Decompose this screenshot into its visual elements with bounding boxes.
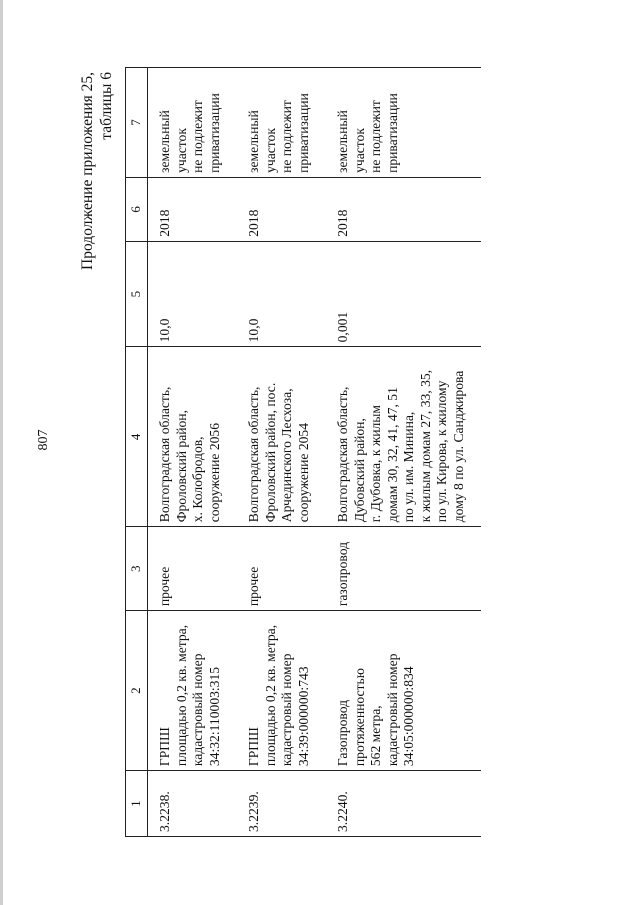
header-row bbox=[126, 68, 148, 837]
object-area: 10,0 bbox=[148, 241, 238, 347]
object-location: Волгоградская область, Дубовский район, г. Дубовка, к жилым домам 30, 32, 41, 47, 51 по ул. им. Минина, к жилым домам 27, 33, 35, по ул. Кирова, к жилому дому 8 по ул. Санджирова bbox=[326, 347, 481, 527]
object-year: 2018 bbox=[148, 177, 238, 241]
object-status: земельный участок не подлежит приватизации bbox=[326, 68, 481, 178]
table-row bbox=[148, 68, 238, 837]
object-year: 2018 bbox=[237, 177, 326, 241]
object-name: ГРПШ площадью 0,2 кв. метра, кадастровый номер 34:32:110003:315 bbox=[148, 611, 238, 771]
object-type: прочее bbox=[237, 527, 326, 611]
object-year: 2018 bbox=[326, 177, 481, 241]
object-name: Газопровод протяженностью 562 метра, кадастровый номер 34:05:000000:834 bbox=[326, 611, 481, 771]
caption-line-2: таблицы 6 bbox=[98, 72, 115, 140]
table-row bbox=[237, 68, 326, 837]
header-col-2: 2 bbox=[126, 611, 148, 771]
object-location: Волгоградская область, Фроловский район, пос. Арчединского Лесхоза, сооружение 2054 bbox=[237, 347, 326, 527]
property-table bbox=[125, 67, 481, 837]
header-col-3: 3 bbox=[126, 527, 148, 611]
header-col-6: 6 bbox=[126, 177, 148, 241]
header-col-5: 5 bbox=[126, 241, 148, 347]
header-col-7: 7 bbox=[126, 68, 148, 178]
header-col-4: 4 bbox=[126, 347, 148, 527]
table-row bbox=[326, 68, 481, 837]
caption-line-1: Продолжение приложения 25, bbox=[79, 72, 96, 270]
object-location: Волгоградская область, Фроловский район, х. Колобродов, сооружение 2056 bbox=[148, 347, 238, 527]
object-name: ГРПШ площадью 0,2 кв. метра, кадастровый номер 34:39:000000:743 bbox=[237, 611, 326, 771]
scan-edge bbox=[0, 0, 3, 905]
header-col-1: 1 bbox=[126, 771, 148, 837]
object-status: земельный участок не подлежит приватизации bbox=[148, 68, 238, 178]
object-area: 10,0 bbox=[237, 241, 326, 347]
page-number: 807 bbox=[36, 429, 51, 451]
object-type: прочее bbox=[148, 527, 238, 611]
object-area: 0,001 bbox=[326, 241, 481, 347]
table-caption bbox=[78, 72, 116, 270]
object-type: газопровод bbox=[326, 527, 481, 611]
row-number: 3.2240. bbox=[326, 771, 481, 837]
row-number: 3.2239. bbox=[237, 771, 326, 837]
rotated-page-content bbox=[50, 52, 590, 852]
row-number: 3.2238. bbox=[148, 771, 238, 837]
object-status: земельный участок не подлежит приватизации bbox=[237, 68, 326, 178]
